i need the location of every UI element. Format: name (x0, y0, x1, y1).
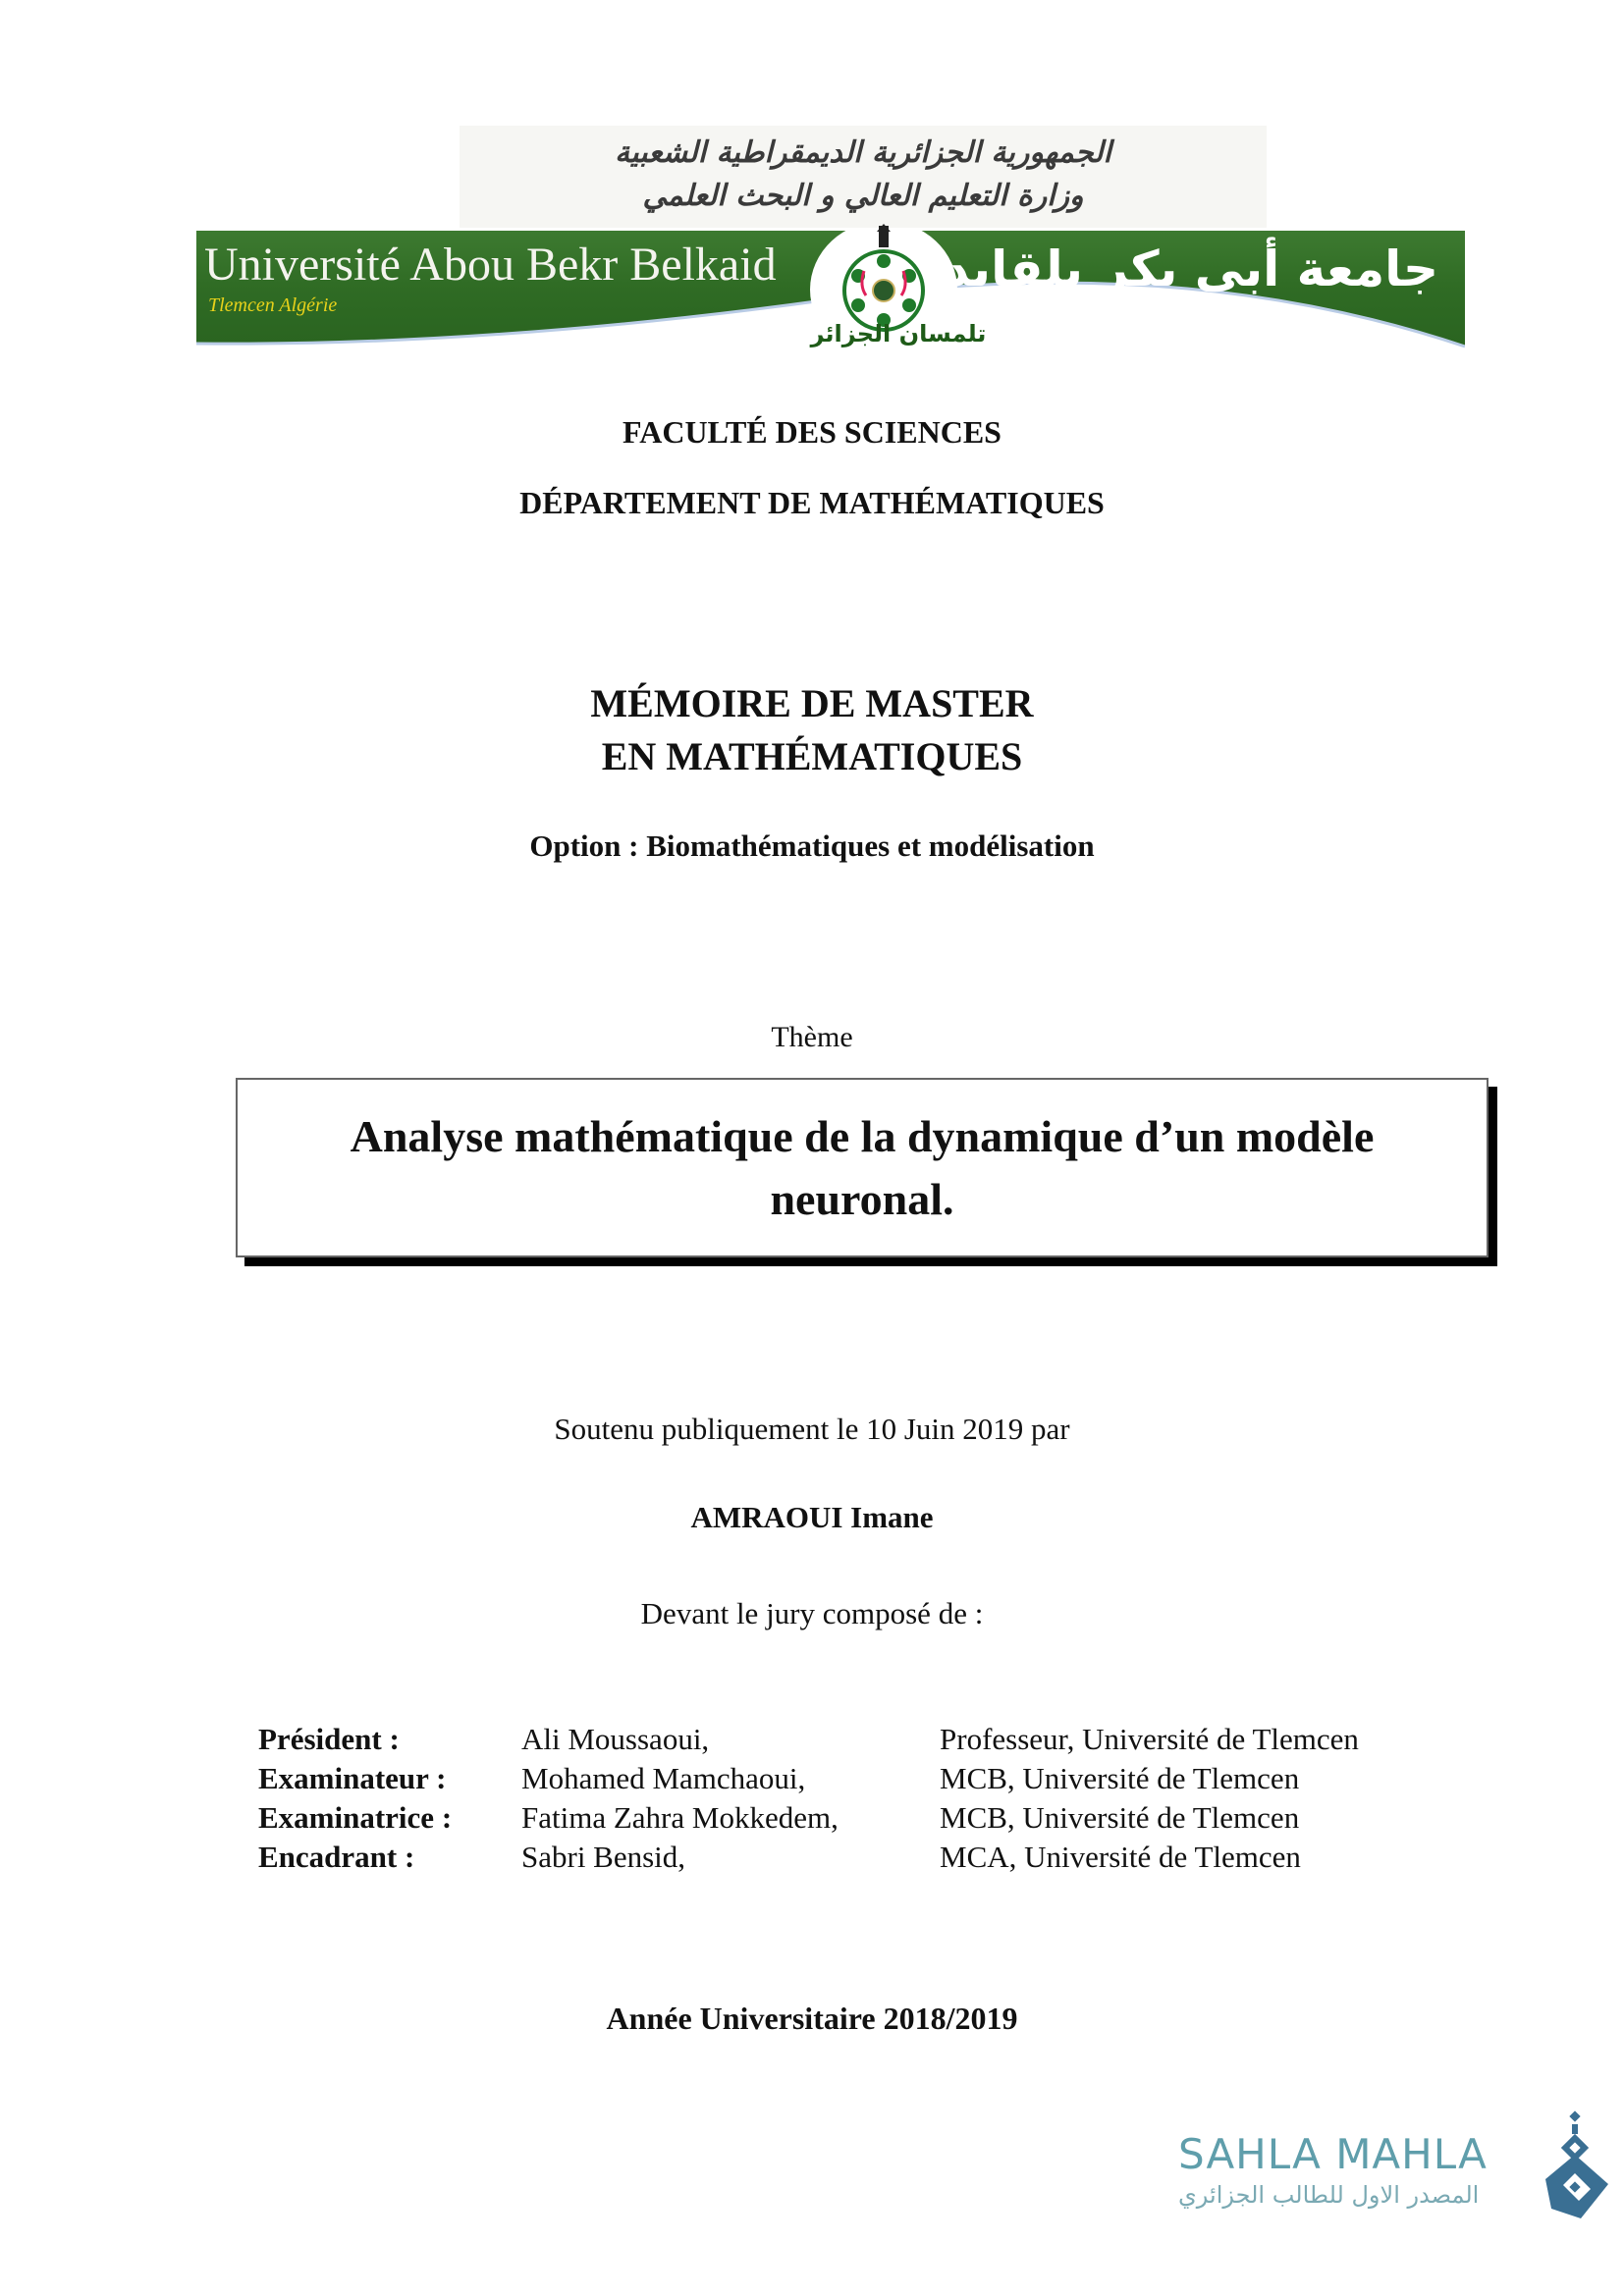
memoire-line-1: MÉMOIRE DE MASTER (590, 681, 1034, 725)
ministry-header (460, 126, 1267, 228)
watermark-brand: SAHLA MAHLA (1178, 2130, 1488, 2178)
watermark-tagline: المصدر الاول للطالب الجزائري (1178, 2181, 1480, 2209)
thesis-title-box (236, 1078, 1489, 1257)
author-name: AMRAOUI Imane (690, 1500, 934, 1534)
jury-name: Ali Moussaoui, (521, 1722, 710, 1756)
university-name-arabic: جامعة أبي بكر بلقايد (944, 240, 1438, 297)
memoire-line-2: EN MATHÉMATIQUES (601, 734, 1023, 778)
academic-year: Année Universitaire 2018/2019 (606, 2001, 1018, 2036)
ministry-name-arabic: وزارة التعليم العالي و البحث العلمي (642, 179, 1084, 213)
option-line: Option : Biomathématiques et modélisation (529, 828, 1095, 863)
jury-intro: Devant le jury composé de : (640, 1596, 984, 1630)
jury-title: MCA, Université de Tlemcen (940, 1840, 1301, 1874)
jury-role: Examinateur : (258, 1761, 447, 1795)
jury-table (258, 1720, 1359, 1877)
jury-row (258, 1759, 1359, 1798)
jury-name: Sabri Bensid, (521, 1840, 686, 1874)
jury-name: Mohamed Mamchaoui, (521, 1761, 806, 1795)
jury-role: Encadrant : (258, 1840, 415, 1874)
republic-name-arabic: الجمهورية الجزائرية الديمقراطية الشعبية (615, 135, 1111, 170)
jury-name: Fatima Zahra Mokkedem, (521, 1800, 839, 1835)
jury-row (258, 1720, 1359, 1759)
jury-row (258, 1798, 1359, 1838)
university-name: Université Abou Bekr Belkaid (204, 239, 777, 291)
city-name-arabic: تلمسان الجزائر (810, 320, 987, 347)
jury-title: MCB, Université de Tlemcen (940, 1800, 1300, 1835)
theme-label: Thème (771, 1021, 853, 1053)
department-name: DÉPARTEMENT DE MATHÉMATIQUES (519, 485, 1105, 520)
jury-title: MCB, Université de Tlemcen (940, 1761, 1300, 1795)
jury-row (258, 1838, 1359, 1877)
jury-role: Examinatrice : (258, 1800, 453, 1835)
jury-title: Professeur, Université de Tlemcen (940, 1722, 1359, 1756)
university-location: Tlemcen Algérie (208, 294, 338, 316)
defense-date: Soutenu publiquement le 10 Juin 2019 par (554, 1412, 1070, 1446)
sahla-mahla-logo-icon (1542, 2110, 1612, 2223)
memoire-heading (0, 677, 1624, 783)
faculty-name: FACULTÉ DES SCIENCES (623, 414, 1001, 450)
jury-role: Président : (258, 1722, 400, 1756)
thesis-title: Analyse mathématique de la dynamique d’un modèle neuronal. (350, 1110, 1375, 1224)
